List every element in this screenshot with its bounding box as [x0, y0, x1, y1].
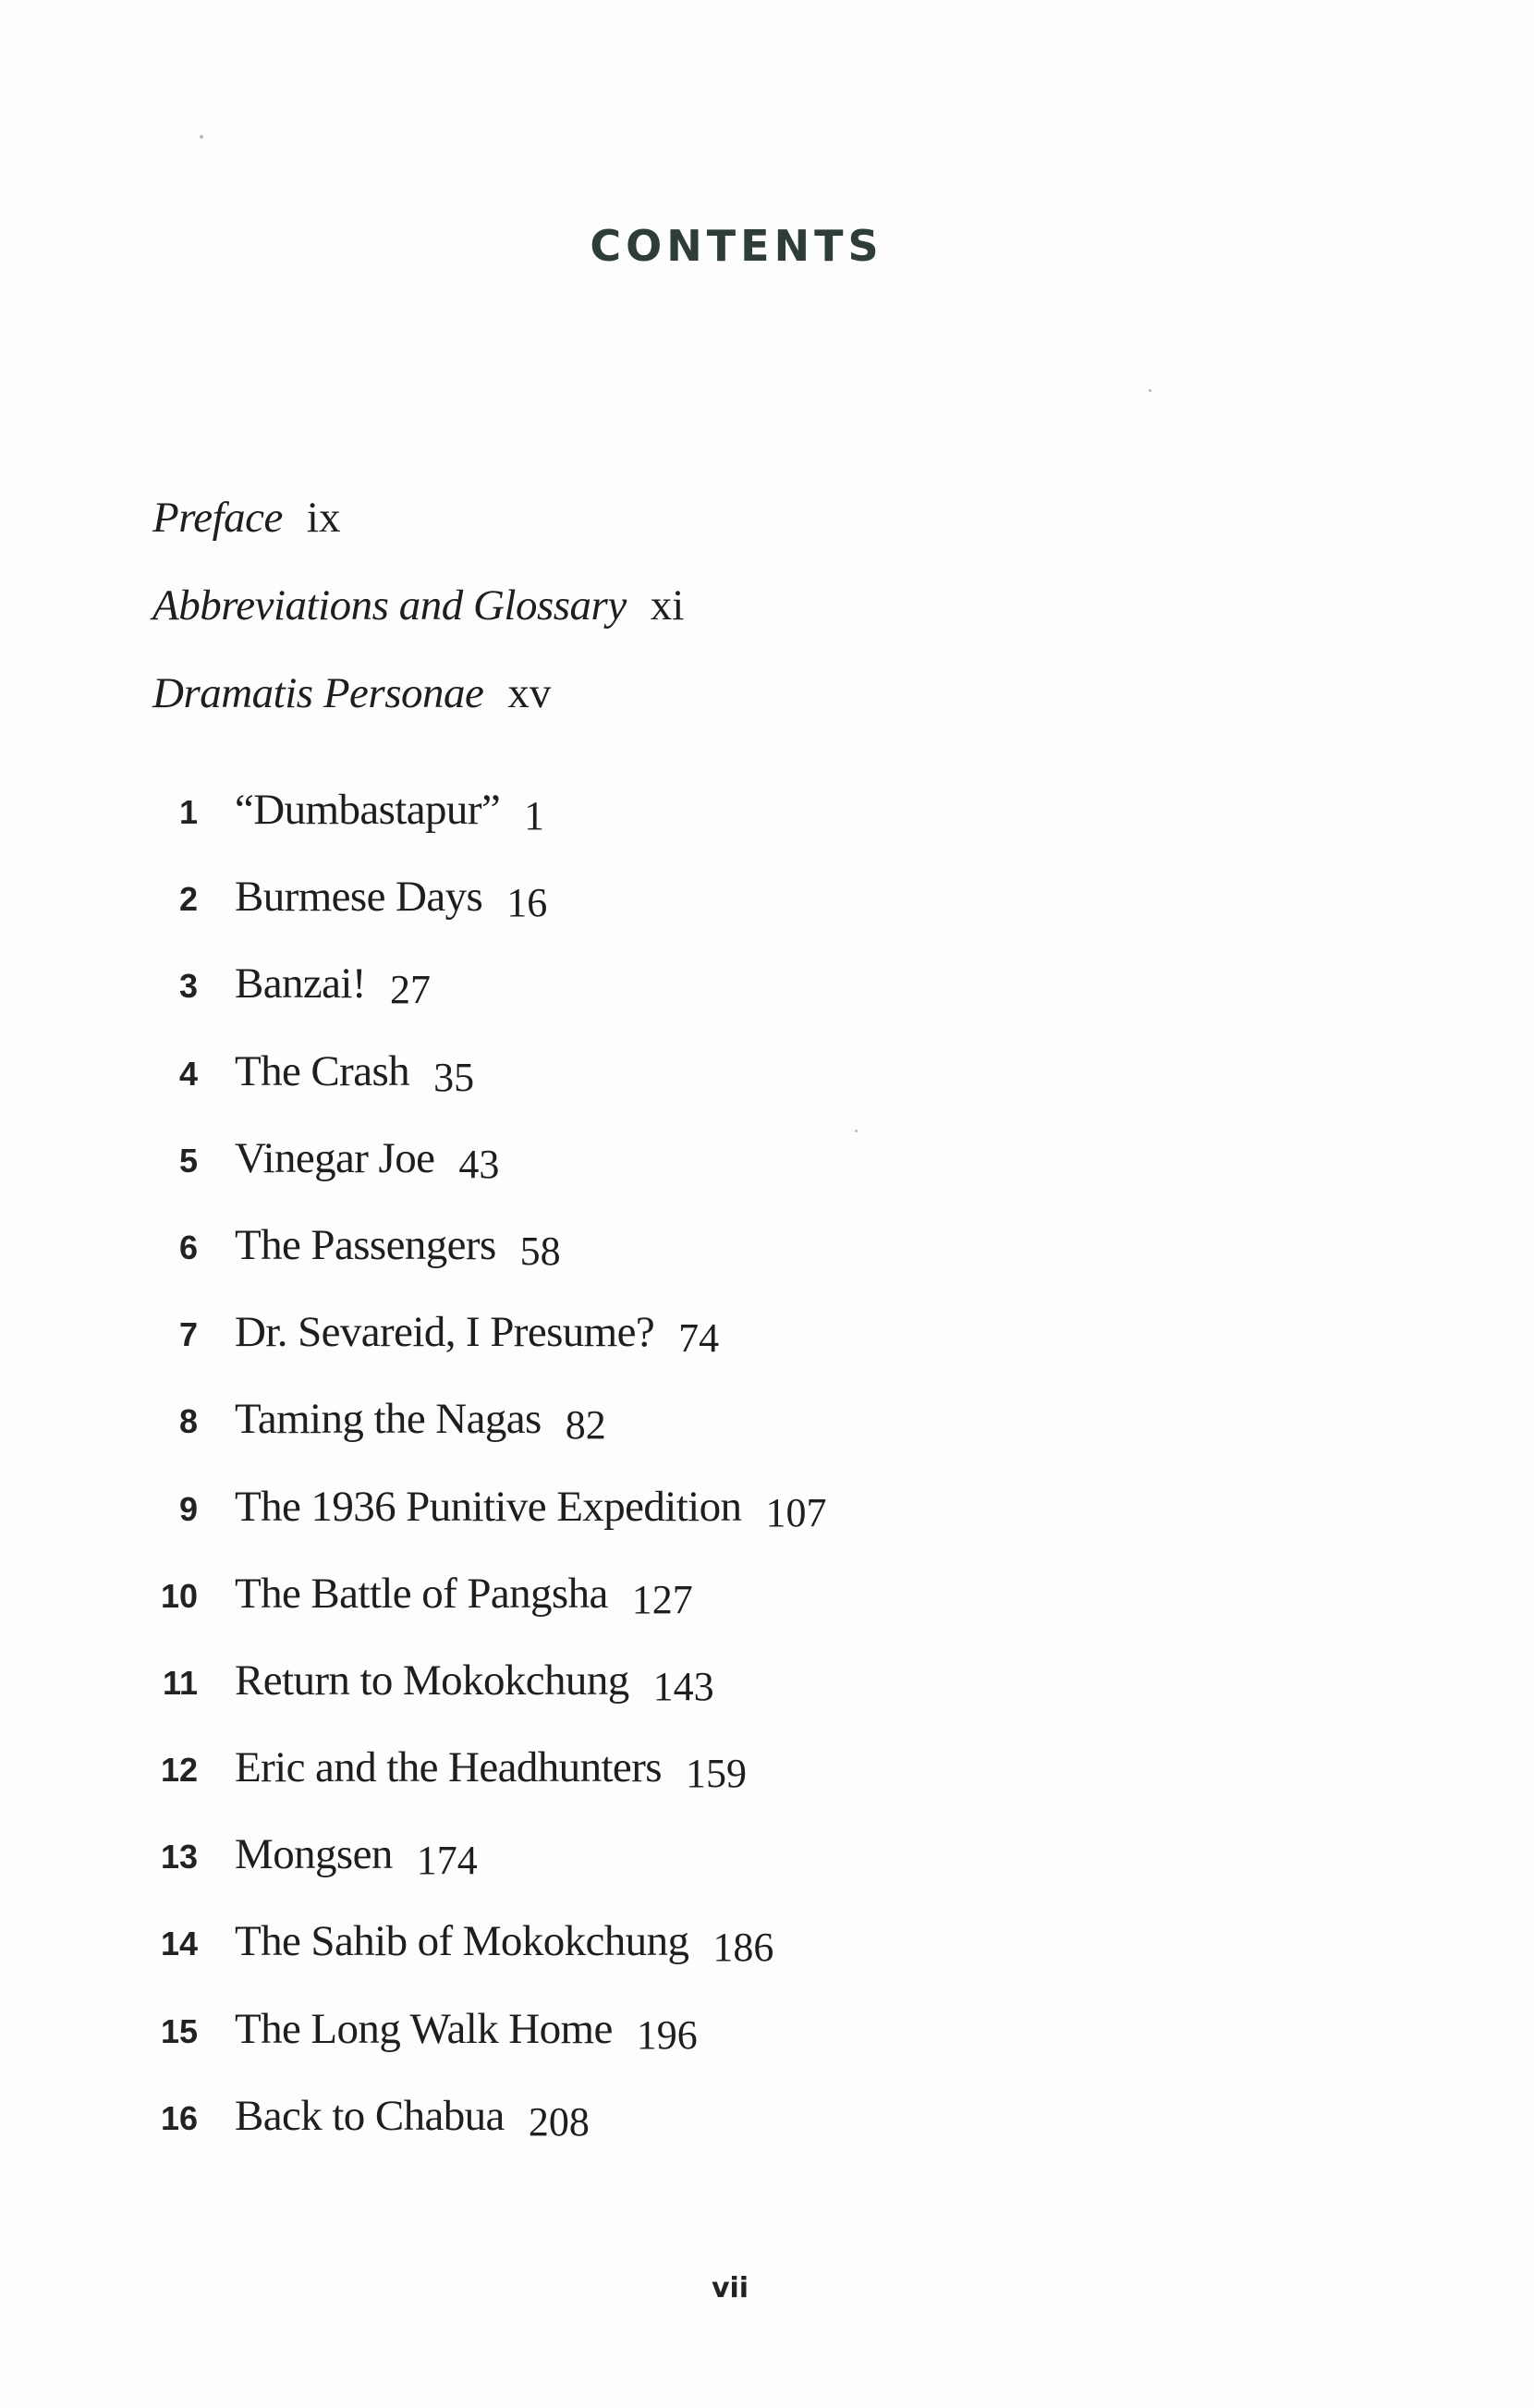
front-matter-item[interactable]	[152, 666, 684, 753]
chapter-number: 13	[160, 1838, 198, 1876]
chapter-page: 27	[389, 967, 431, 1013]
chapter-entry[interactable]	[139, 2088, 826, 2175]
chapter-list	[139, 782, 826, 2175]
chapter-title: Mongsen	[235, 1830, 393, 1879]
chapter-title: Return to Mokokchung	[235, 1656, 629, 1705]
chapter-page: 196	[636, 2011, 698, 2058]
chapter-entry[interactable]	[139, 1913, 826, 2000]
chapter-entry[interactable]	[139, 1566, 826, 1653]
chapter-entry[interactable]	[139, 1740, 826, 1827]
chapter-title: Burmese Days	[235, 873, 483, 922]
front-matter-item[interactable]	[152, 490, 684, 578]
chapter-entry[interactable]	[139, 2001, 826, 2088]
front-matter-page: xi	[650, 581, 685, 630]
scan-speck	[1149, 389, 1151, 392]
chapter-entry[interactable]	[139, 1304, 826, 1391]
chapter-page: 107	[765, 1489, 827, 1535]
scan-speck	[200, 135, 203, 139]
chapter-entry[interactable]	[139, 782, 826, 869]
chapter-page: 159	[685, 1751, 747, 1797]
front-matter-item[interactable]	[152, 578, 684, 666]
chapter-number: 8	[178, 1402, 198, 1441]
chapter-number: 15	[160, 2011, 198, 2050]
front-matter-title: Preface	[152, 494, 283, 542]
chapter-number: 12	[160, 1751, 198, 1790]
chapter-entry[interactable]	[139, 1479, 826, 1566]
chapter-page: 58	[519, 1228, 561, 1274]
chapter-title: Banzai!	[235, 960, 366, 1008]
chapter-number: 6	[178, 1228, 198, 1266]
chapter-page: 16	[506, 880, 548, 926]
chapter-number: 14	[160, 1925, 198, 1963]
chapter-page: 127	[631, 1576, 693, 1622]
page-folio: vii	[711, 2272, 749, 2304]
chapter-title: The Sahib of Mokokchung	[235, 1917, 689, 1966]
chapter-entry[interactable]	[139, 1217, 826, 1304]
chapter-entry[interactable]	[139, 1827, 826, 1913]
chapter-entry[interactable]	[139, 1044, 826, 1131]
chapter-page: 35	[433, 1054, 475, 1100]
chapter-title: The Crash	[235, 1046, 410, 1095]
front-matter-title: Dramatis Personae	[152, 669, 484, 717]
chapter-number: 2	[178, 880, 198, 919]
chapter-entry[interactable]	[139, 869, 826, 956]
front-matter-title: Abbreviations and Glossary	[152, 581, 627, 630]
chapter-page: 186	[712, 1925, 774, 1971]
chapter-title: Vinegar Joe	[235, 1133, 435, 1182]
front-matter-page: ix	[306, 494, 341, 542]
chapter-number: 3	[178, 967, 198, 1006]
chapter-page: 74	[678, 1315, 720, 1362]
chapter-entry[interactable]	[139, 956, 826, 1043]
chapter-number: 7	[178, 1315, 198, 1354]
scan-speck	[855, 1130, 858, 1132]
chapter-page: 82	[565, 1402, 606, 1448]
front-matter-page: xv	[507, 669, 552, 717]
chapter-page: 174	[416, 1838, 478, 1884]
chapter-entry[interactable]	[139, 1131, 826, 1217]
chapter-number: 11	[162, 1663, 198, 1702]
chapter-title: “Dumbastapur”	[235, 786, 501, 834]
page-title: CONTENTS	[590, 220, 883, 271]
chapter-number: 4	[178, 1054, 198, 1093]
front-matter-list	[152, 490, 684, 753]
chapter-page: 143	[652, 1663, 714, 1709]
chapter-number: 5	[178, 1141, 198, 1180]
chapter-title: Dr. Sevareid, I Presume?	[235, 1308, 655, 1357]
chapter-number: 1	[178, 793, 198, 831]
chapter-title: The Battle of Pangsha	[235, 1569, 608, 1618]
chapter-number: 16	[160, 2098, 198, 2137]
chapter-title: Taming the Nagas	[235, 1395, 542, 1444]
chapter-number: 10	[160, 1576, 198, 1615]
chapter-number: 9	[178, 1489, 198, 1528]
chapter-page: 1	[524, 793, 545, 838]
chapter-title: Back to Chabua	[235, 2091, 505, 2140]
chapter-title: The Passengers	[235, 1220, 496, 1269]
chapter-entry[interactable]	[139, 1391, 826, 1478]
chapter-title: Eric and the Headhunters	[235, 1743, 662, 1792]
chapter-page: 43	[458, 1141, 500, 1187]
chapter-entry[interactable]	[139, 1653, 826, 1740]
chapter-page: 208	[528, 2098, 590, 2145]
chapter-title: The Long Walk Home	[235, 2004, 613, 2053]
chapter-title: The 1936 Punitive Expedition	[235, 1482, 742, 1531]
